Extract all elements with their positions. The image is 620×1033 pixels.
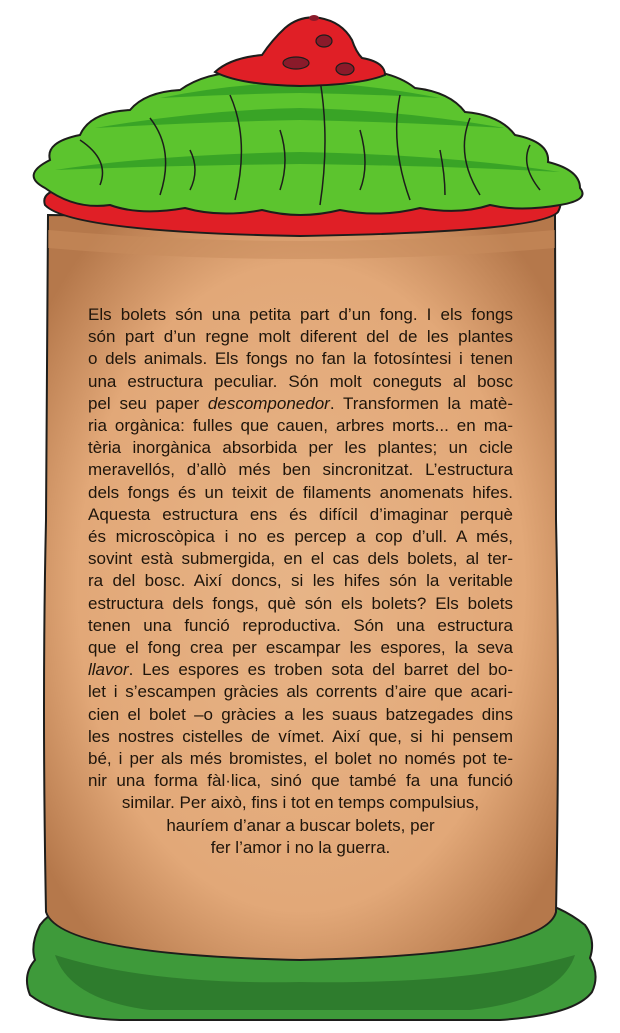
italic-word: descomponedor (207, 393, 330, 413)
text-line: dels fongs és un teixit de filaments anomenats hifes. (88, 482, 513, 502)
text-line: meravellós, d’allò més ben sincronitzat. L’estructura (88, 460, 513, 480)
text-line: les nostres cistelles de vímet. Així que, si hi pensem (88, 726, 513, 746)
text-line: similar. Per això, fins i tot en temps compulsius, (121, 793, 480, 813)
text-line: llavor. Les espores es troben sota del barret del bo- (88, 660, 513, 680)
italic-word: llavor (88, 660, 129, 680)
text-line: sovint està submergida, en el cas dels bolets, al ter- (88, 549, 513, 569)
text-line: estructura dels fongs, què són els bolets? Els bolets (88, 593, 513, 613)
text-line: nir una forma fàl·lica, sinó que també fa una funció (88, 771, 513, 791)
text-line: ra del bosc. Així doncs, si les hifes són la veritable (88, 571, 513, 591)
text-line: hauríem d’anar a buscar bolets, per (166, 815, 435, 835)
text-line: cien el bolet –o gràcies a les suaus batzegades dins (88, 704, 513, 724)
text-line: són part d’un regne molt diferent del de les plantes (88, 327, 513, 347)
text-line: una estructura peculiar. Són molt coneguts al bosc (88, 371, 513, 391)
text-line: o dels animals. Els fongs no fan la fotosíntesi i tenen (88, 349, 513, 369)
text-line: tenen una funció reproductiva. Són una estructura (88, 615, 513, 635)
text-line: és microscòpica i no es percep a cop d’ull. A més, (88, 527, 513, 547)
text-line: fer l’amor i no la guerra. (210, 837, 391, 857)
text-line: pel seu paper descomponedor. Transformen la matè- (88, 393, 513, 413)
text-line: let i s’escampen gràcies als corrents d’aire que acari- (88, 682, 513, 702)
mushroom-cap-icon (34, 15, 583, 236)
text-line: Els bolets són una petita part d’un fong. I els fongs (88, 305, 513, 324)
text-line: que el fong crea per escampar les espores, la seva (88, 638, 513, 658)
text-line: ria orgànica: fulles que cauen, arbres morts... en ma- (88, 416, 513, 436)
text-line: bé, i per als més bromistes, el bolet no només pot te- (88, 749, 513, 769)
mushroom-text-block (88, 304, 513, 859)
text-line: Aquesta estructura ens és difícil d’imaginar perquè (88, 504, 513, 524)
text-line: tèria inorgànica absorbida per les plantes; un cicle (88, 438, 513, 458)
